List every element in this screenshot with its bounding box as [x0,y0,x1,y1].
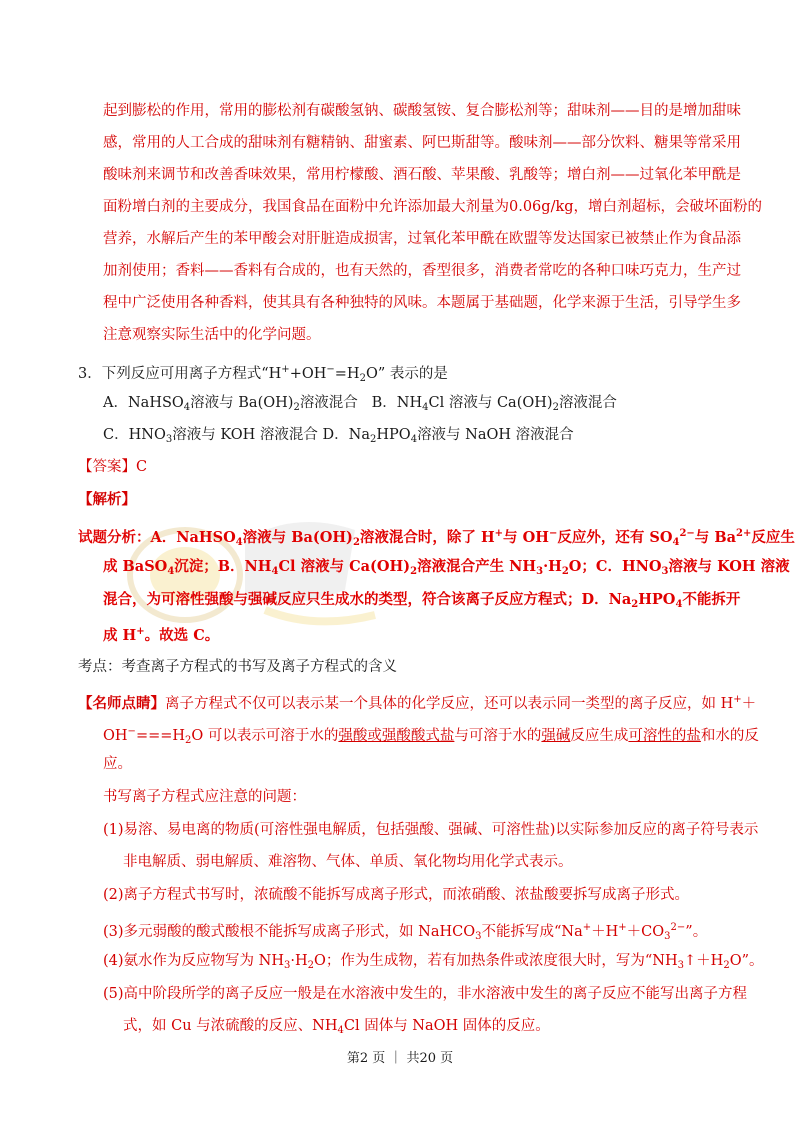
analysis-line-3: 混合，为可溶性强酸与强碱反应只生成水的类型，符合该离子反应方程式；D．$Na_2HPO_4$不能拆开 [103,591,741,610]
option-d: D．$Na_2HPO_4$溶液与 NaOH 溶液混合 [322,427,574,445]
explanation-line: 加剂使用；香料——香料有合成的，也有天然的，香型很多，消费者常吃的各种口味巧克力，生产过 [103,263,741,279]
explanation-line: 面粉增白剂的主要成分，我国食品在面粉中允许添加最大剂量为0.06g/kg，增白剂超标，会破坏面粉的 [103,199,763,215]
explanation-line: 感，常用的人工合成的甜味剂有糖精钠、甜蜜素、阿巴斯甜等。酸味剂——部分饮料、糖果等常采用 [103,135,741,151]
tips-point-4: (4)氨水作为反应物写为 $NH_3\cdot H_2O$；作为生成物，若有加热条件或浓度很大时，写为“$NH_3↑+H_2O$”。 [103,953,764,971]
kaodian: 考点：考查离子方程式的书写及离子方程式的含义 [78,659,397,675]
tips-heading: 书写离子方程式应注意的问题： [103,789,306,805]
tips-point-3: (3)多元弱酸的酸式酸根不能拆写成离子形式，如 NaHCO$_3$不能拆写成“$Na^++H^++CO_3^{2-}$”。 [103,922,708,942]
tips-line-3: 应。 [103,756,132,772]
explanation-line: 起到膨松的作用，常用的膨松剂有碳酸氢钠、碳酸氢铵、复合膨松剂等；甜味剂——目的是增加甜味 [103,103,741,119]
page-footer: 第2 页 ｜ 共20 页 [346,1051,454,1066]
tips-point-5a: (5)高中阶段所学的离子反应一般是在水溶液中发生的，非水溶液中发生的离子反应不能写出离子方程 [103,986,748,1002]
explanation-line: 营养，水解后产生的苯甲酸会对肝脏造成损害，过氧化苯甲酰在欧盟等发达国家已被禁止作为食品添 [103,231,741,247]
analysis-line-1: 试题分析：A．NaHSO$_4$溶液与 $Ba(OH)_2$溶液混合时，除了 H+与 OH−反应外，还有 $SO_4^{2-}$与 $Ba^{2+}$反应生 [78,528,795,548]
option-a: A．NaHSO$_4$溶液与 $Ba(OH)_2$溶液混合 [103,395,358,413]
tips-point-2: (2)离子方程式书写时，浓硫酸不能拆写成离子形式，而浓硝酸、浓盐酸要拆写成离子形式。 [103,887,690,903]
analysis-label: 【解析】 [78,491,136,508]
tips-point-1b: 非电解质、弱电解质、难溶物、气体、单质、氧化物均用化学式表示。 [123,854,573,870]
option-b: B．$NH_4Cl$ 溶液与 $Ca(OH)_2$溶液混合 [371,395,617,413]
options-row-cd [103,425,574,450]
analysis-line-2: 成 BaSO$_4$沉淀；B．$NH_4Cl$ 溶液与 $Ca(OH)_2$溶液混合产生 $NH_3\cdot H_2O$；C．$HNO_3$溶液与 KOH 溶液 [103,558,790,577]
answer-value: C [136,459,148,475]
explanation-line: 酸味剂来调节和改善香味效果，常用柠檬酸、酒石酸、苹果酸、乳酸等；增白剂——过氧化苯甲酰是 [103,167,741,183]
tips-point-1a: (1)易溶、易电离的物质(可溶性强电解质，包括强酸、强碱、可溶性盐)以实际参加反应的离子符号表示 [103,822,759,838]
explanation-line: 程中广泛使用各种香料，使其具有各种独特的风味。本题属于基础题，化学来源于生活，引导学生多 [103,295,741,311]
tips-point-5b: 式，如 Cu 与浓硫酸的反应、$NH_4Cl$ 固体与 NaOH 固体的反应。 [123,1018,550,1036]
options-row-ab [103,393,617,418]
answer-label: 【答案】 [78,459,136,475]
option-c: C．$HNO_3$溶液与 KOH 溶液混合 [103,427,318,445]
analysis-line-4: 成 H+。故选 C。 [103,626,220,644]
tips-line-1: 【名师点睛】离子方程式不仅可以表示某一个具体的化学反应，还可以表示同一类型的离子反应，如 H+＋ [78,694,757,712]
answer [78,457,147,477]
tips-line-2: $OH^-===H_2O$ 可以表示可溶于水的强酸或强酸酸式盐与可溶于水的强碱反应生成可溶性的盐和水的反 [103,726,759,746]
tips-label: 【名师点睛】 [78,695,165,712]
explanation-line: 注意观察实际生活中的化学问题。 [103,327,321,343]
question-stem: 3．下列反应可用离子方程式“$H^++OH^-=H_2O$” 表示的是 [78,364,448,384]
